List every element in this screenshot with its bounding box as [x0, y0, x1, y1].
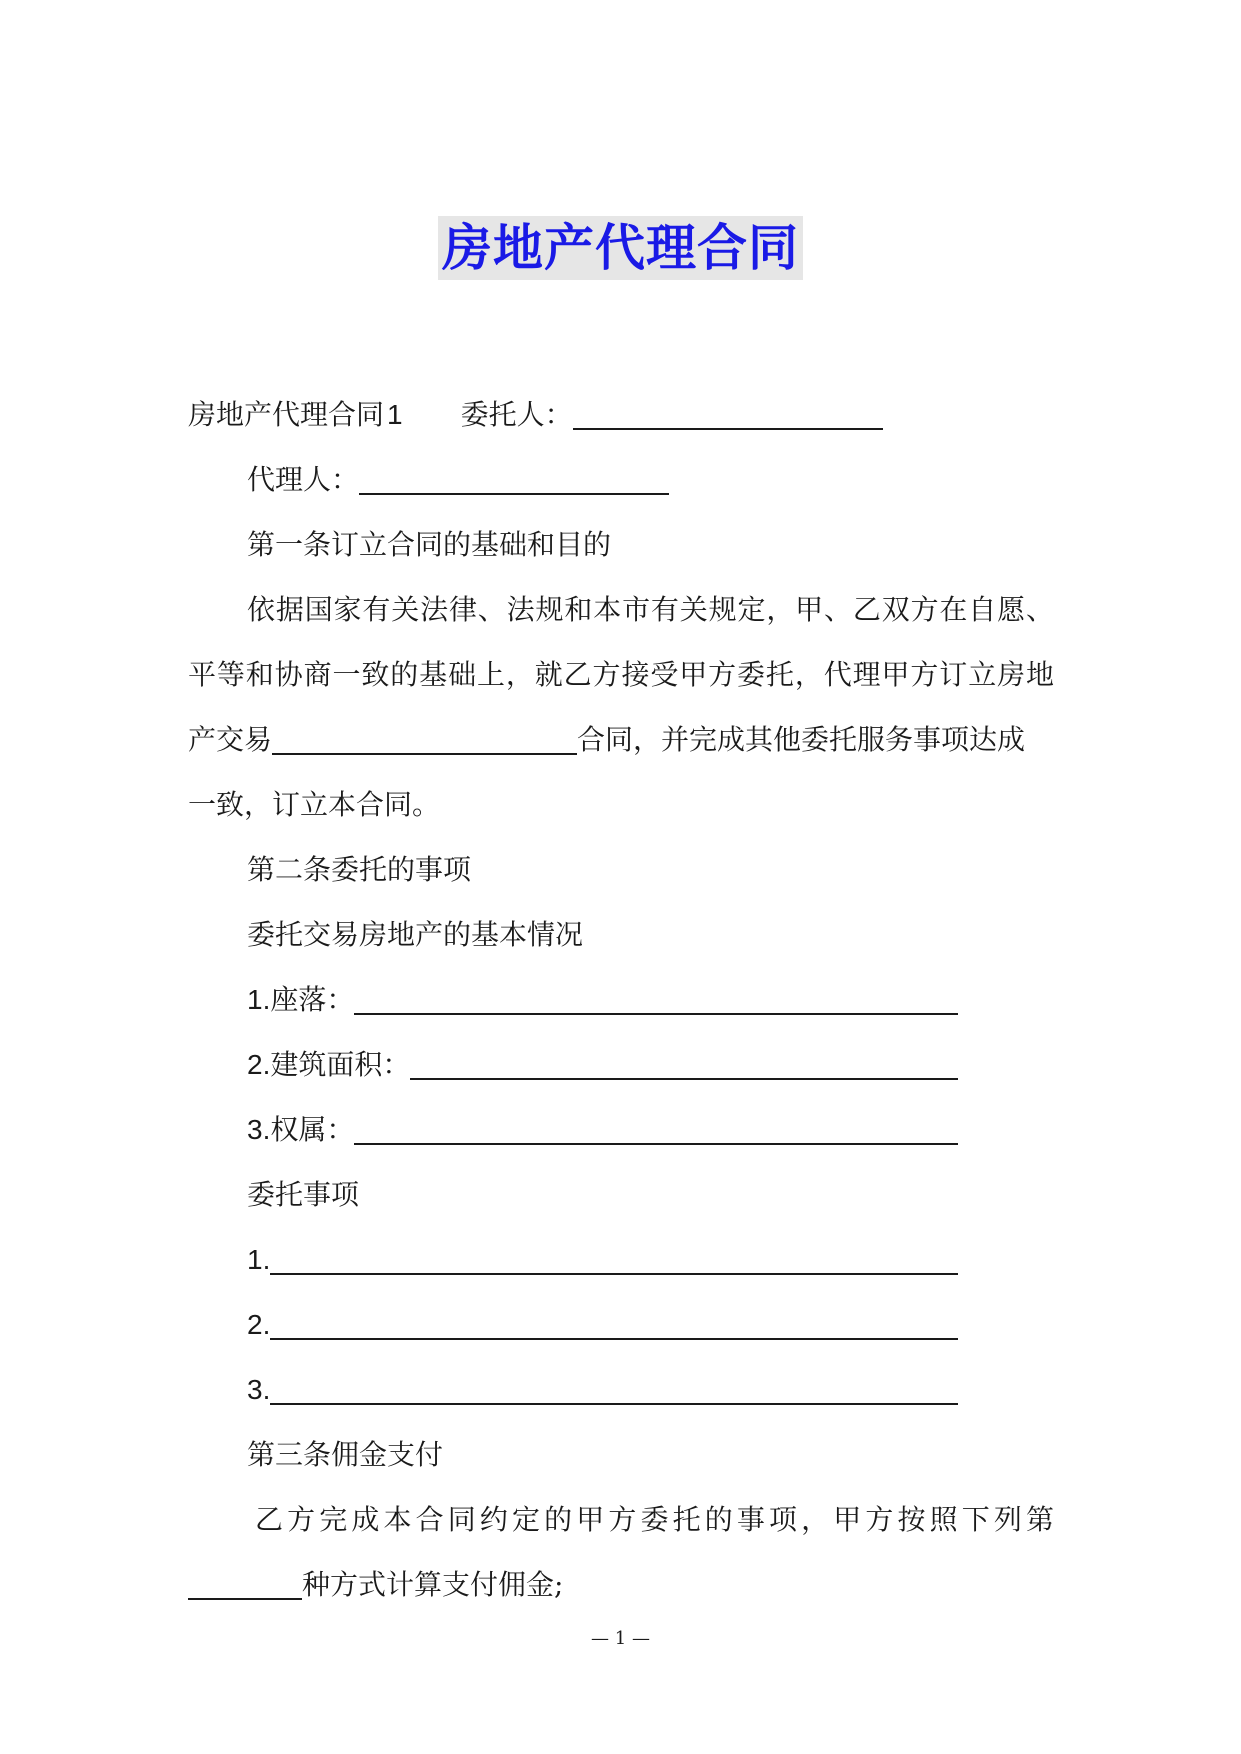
paragraph-2-text-1: 乙方完成本合同约定的甲方委托的事项，甲方按照下列第 [255, 1503, 1054, 1536]
document-title: 房地产代理合同 [438, 216, 803, 280]
property-info-subheading [188, 902, 1054, 967]
section-1-heading [188, 512, 1054, 577]
matter-3-number: 3. [247, 1374, 271, 1405]
location-number: 1. [247, 984, 271, 1015]
floor-area-label: 建筑面积： [270, 1048, 411, 1081]
section-2-text: 第二条委托的事项 [247, 853, 472, 886]
agent-line [188, 447, 1054, 512]
paragraph-2-line-1 [188, 1487, 1054, 1552]
paragraph-1-line-1 [188, 577, 1054, 642]
agent-label: 代理人： [247, 463, 360, 496]
paragraph-1-text-2: 平等和协商一致的基础上，就乙方接受甲方委托，代理甲方订立房地 [188, 658, 1054, 691]
paragraph-1-text-4: 一致，订立本合同。 [188, 788, 441, 821]
paragraph-1-line-4 [188, 772, 1054, 837]
paragraph-2-text-2: 种方式计算支付佣金; [302, 1568, 564, 1601]
paragraph-1-text-3a: 产交易 [188, 723, 273, 756]
matter-1-line [188, 1227, 1054, 1292]
ownership-number: 3. [247, 1114, 271, 1145]
matter-2-number: 2. [247, 1309, 271, 1340]
principal-blank[interactable] [573, 404, 883, 430]
principal-label: 委托人： [460, 398, 573, 431]
ownership-label: 权属： [270, 1113, 355, 1146]
matter-3-line [188, 1357, 1054, 1422]
transaction-type-blank[interactable] [272, 729, 577, 755]
section-3-heading [188, 1422, 1054, 1487]
matter-1-number: 1. [247, 1244, 271, 1275]
paragraph-1-text-3b: 合同，并完成其他委托服务事项达成 [577, 723, 1026, 756]
document-body [188, 382, 1054, 1617]
contract-heading-label: 房地产代理合同 [188, 398, 385, 431]
floor-area-number: 2. [247, 1049, 271, 1080]
principal-line [188, 382, 1054, 447]
matter-1-blank[interactable] [270, 1249, 958, 1275]
section-3-text: 第三条佣金支付 [247, 1438, 444, 1471]
ownership-blank[interactable] [354, 1119, 958, 1145]
title-wrap [0, 216, 1241, 280]
matter-2-blank[interactable] [270, 1314, 958, 1340]
paragraph-1-line-3 [188, 707, 1054, 772]
agent-blank[interactable] [359, 469, 669, 495]
floor-area-line [188, 1032, 1054, 1097]
paragraph-1-text-1: 依据国家有关法律、法规和本市有关规定，甲、乙双方在自愿、 [247, 593, 1054, 626]
floor-area-blank[interactable] [410, 1054, 958, 1080]
location-label: 座落： [270, 983, 355, 1016]
location-blank[interactable] [354, 989, 958, 1015]
commission-method-blank[interactable] [188, 1574, 302, 1600]
paragraph-2-line-2 [188, 1552, 1054, 1617]
location-line [188, 967, 1054, 1032]
page-number: — 1 — [591, 1628, 650, 1649]
entrusted-matters-subheading [188, 1162, 1054, 1227]
paragraph-1-line-2 [188, 642, 1054, 707]
matter-3-blank[interactable] [270, 1379, 958, 1405]
section-2-heading [188, 837, 1054, 902]
section-1-text: 第一条订立合同的基础和目的 [247, 528, 612, 561]
property-info-text: 委托交易房地产的基本情况 [247, 918, 584, 951]
ownership-line [188, 1097, 1054, 1162]
contract-heading-number: 1 [387, 399, 403, 430]
matter-2-line [188, 1292, 1054, 1357]
entrusted-matters-text: 委托事项 [247, 1178, 360, 1211]
